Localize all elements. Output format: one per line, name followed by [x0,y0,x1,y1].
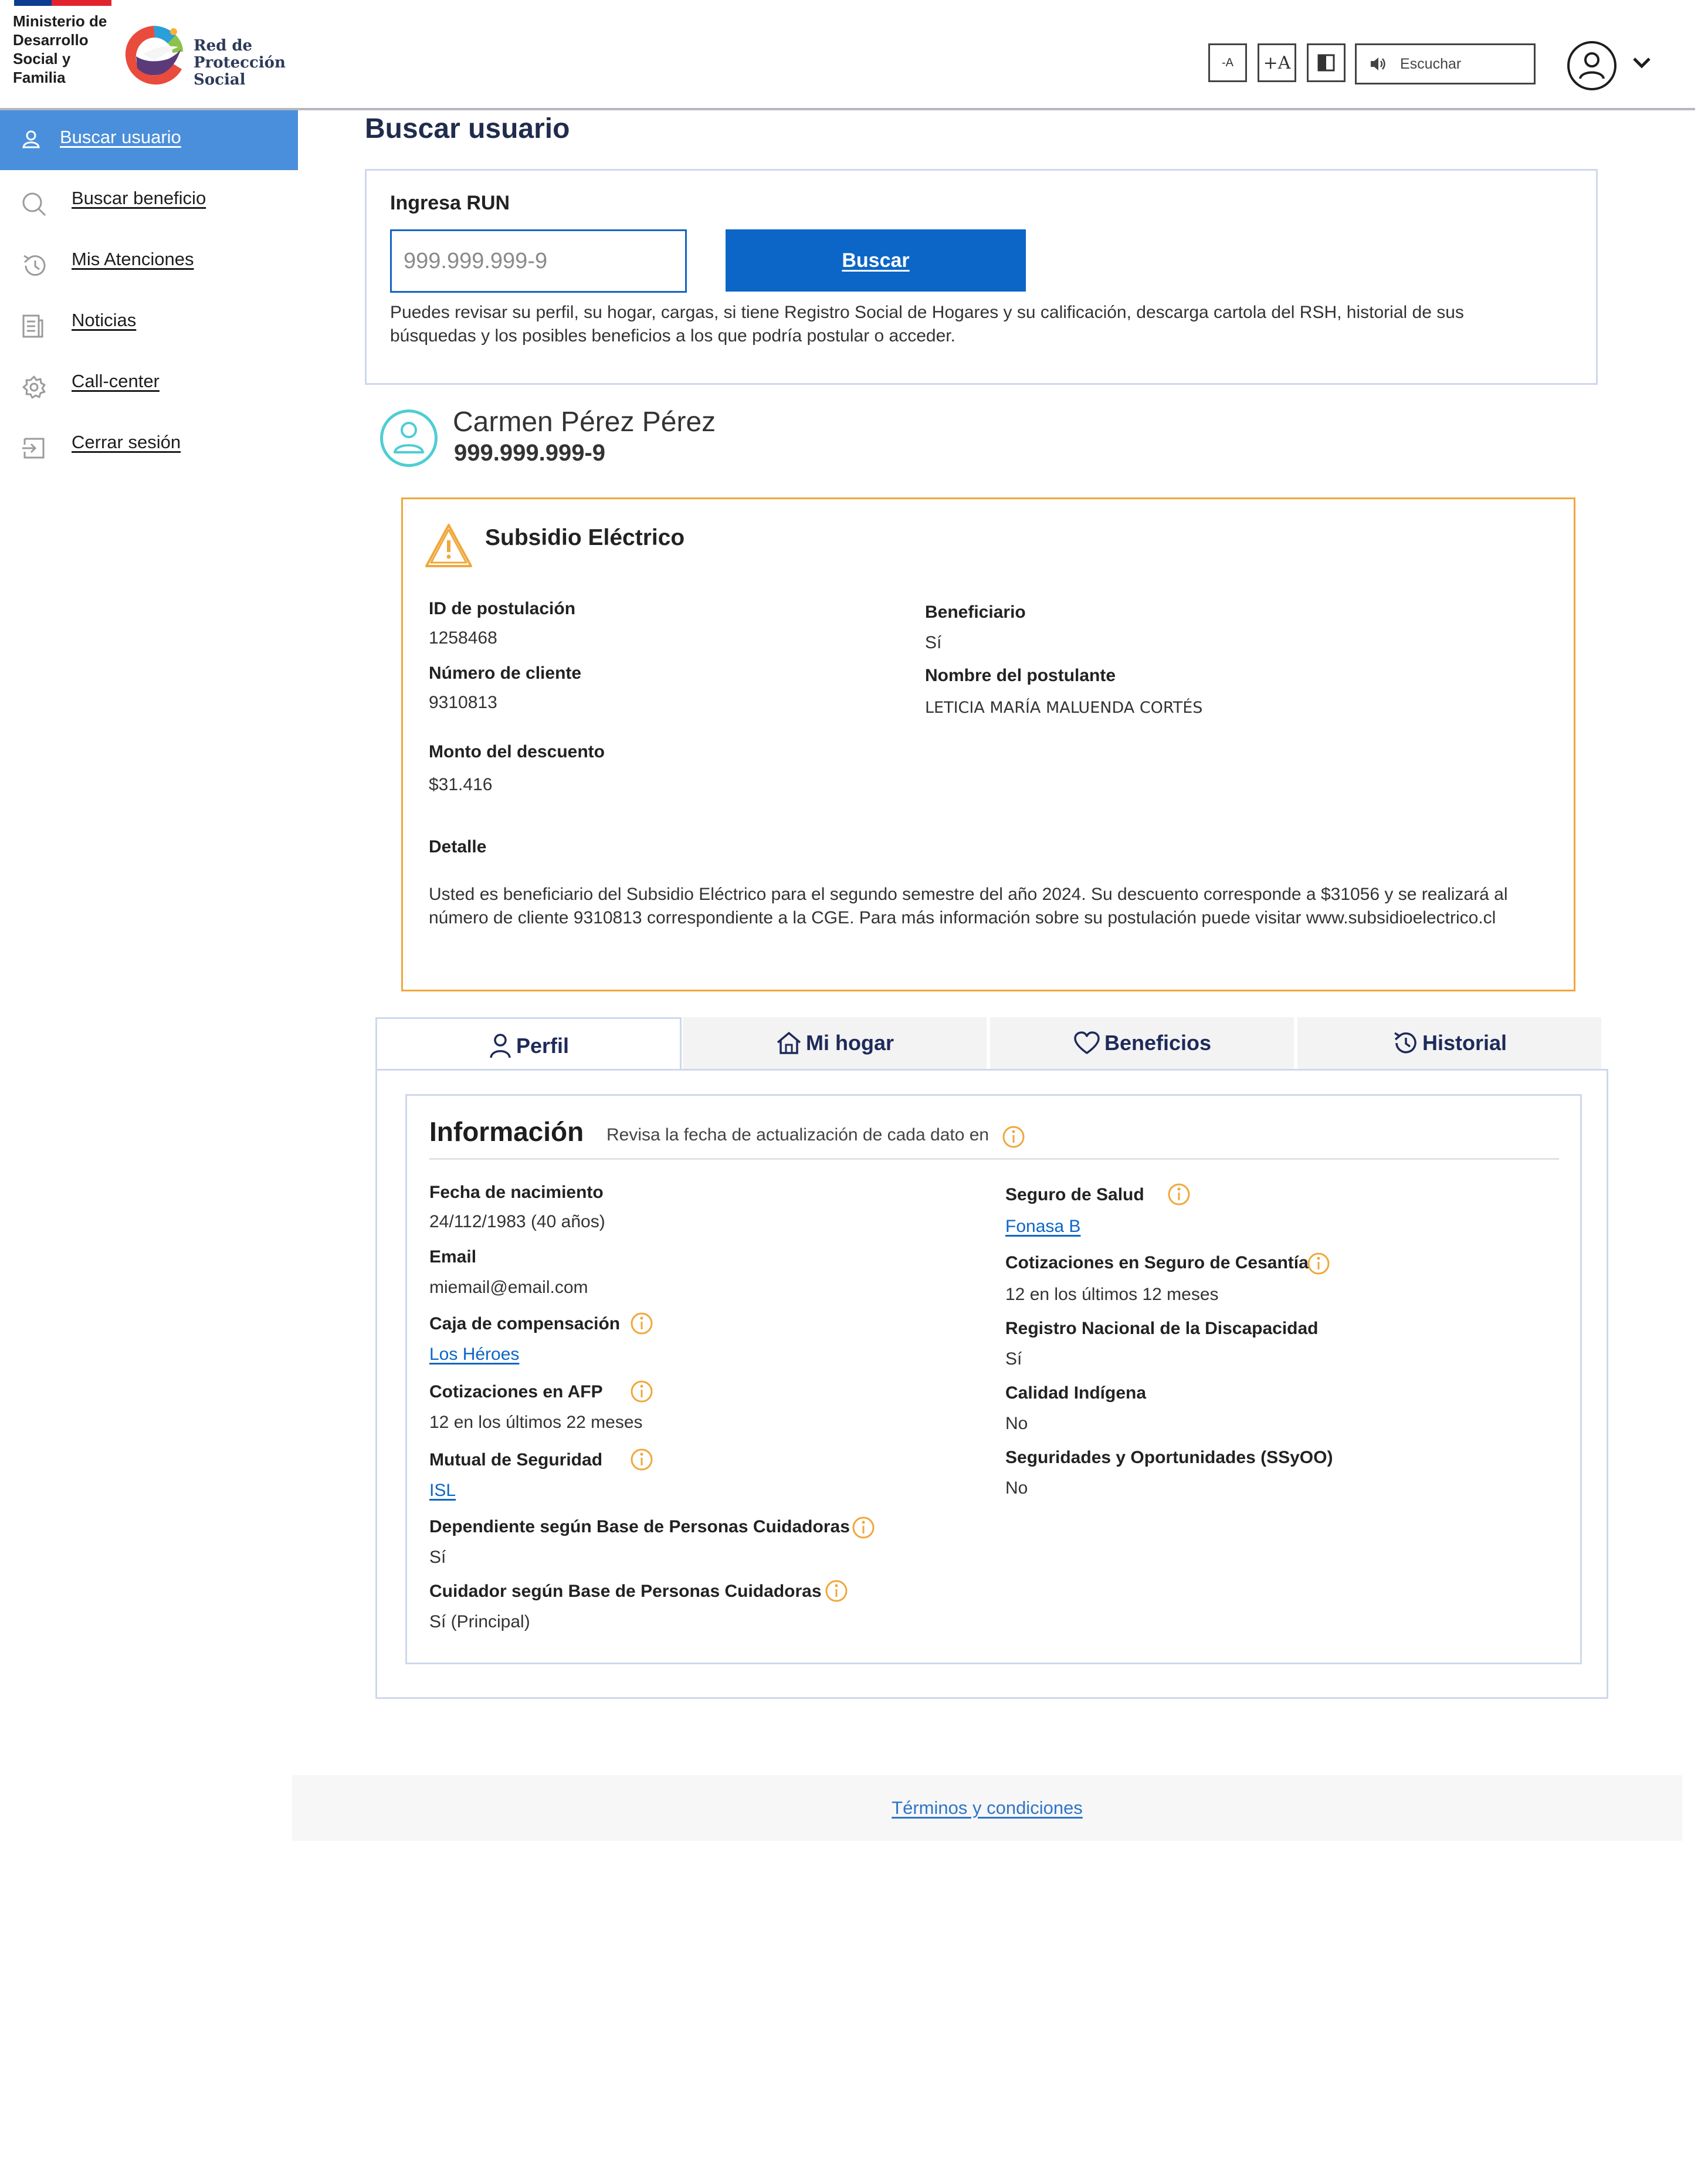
discapacidad-value: Sí [1005,1349,1022,1369]
gov-color-bar [14,0,111,6]
subsidy-title: Subsidio Eléctrico [485,525,685,550]
ssyoo-value: No [1005,1478,1028,1498]
decrease-font-button[interactable]: -A [1208,43,1247,82]
discapacidad-label: Registro Nacional de la Discapacidad [1005,1319,1319,1338]
dependiente-label: Dependiente según Base de Personas Cuidadoras [429,1517,850,1536]
mutual-label: Mutual de Seguridad [429,1450,603,1470]
sidebar-item-label: Mis Atenciones [72,249,194,269]
detail-text: Usted es beneficiario del Subsidio Eléctrico para el segundo semestre del año 2024. Su descuento corresponde a $31056 y se realizará al número de cliente 9310813 correspondiente a la CGE. Para más información sobre su postulación puede visitar www.subsidioelectrico.cl [429,885,1508,927]
caja-link[interactable]: Los Héroes [429,1345,520,1364]
sidebar-item-label: Call-center [72,371,160,391]
applicant-value: LETICIA MARÍA MALUENDA CORTÉS [925,699,1203,717]
sidebar-item-label: Buscar usuario [60,127,181,147]
run-input[interactable] [390,229,687,293]
sidebar-item-noticias[interactable] [0,293,298,354]
tab-panel-perfil [375,1069,1608,1699]
ministry-name: Ministerio de Desarrollo Social y Familia [13,12,107,86]
history-icon [21,252,48,279]
info-card [405,1094,1582,1664]
tab-label: Historial [1422,1031,1507,1055]
user-run: 999.999.999-9 [454,440,606,466]
search-icon [21,191,47,217]
sidebar-item-label: Buscar beneficio [72,188,206,208]
info-icon[interactable] [630,1312,653,1335]
increase-font-button[interactable]: +A [1258,43,1296,82]
amount-value: $31.416 [429,775,493,794]
dependiente-value: Sí [429,1548,446,1567]
cesantia-label: Cotizaciones en Seguro de Cesantía [1005,1253,1309,1272]
contrast-icon [1317,54,1335,72]
subsidy-card [401,497,1575,991]
info-icon[interactable] [630,1448,653,1471]
salud-link[interactable]: Fonasa B [1005,1217,1081,1236]
sidebar-item-cerrar-sesion[interactable] [0,415,298,476]
info-icon[interactable] [630,1380,653,1403]
detail-label: Detalle [429,837,487,856]
mutual-link[interactable]: ISL [429,1481,456,1500]
client-label: Número de cliente [429,663,582,683]
top-header [0,0,1695,110]
sidebar-item-label: Noticias [72,310,137,330]
sidebar-item-call-center[interactable] [0,354,298,415]
email-value: miemail@email.com [429,1278,588,1297]
tab-perfil[interactable] [375,1017,682,1072]
sidebar-item-buscar-beneficio[interactable] [0,171,298,232]
info-icon[interactable] [852,1516,875,1539]
info-divider [429,1158,1559,1160]
history-icon [1392,1030,1419,1057]
gear-icon [21,374,47,400]
email-label: Email [429,1247,477,1267]
tab-label: Beneficios [1104,1031,1212,1055]
amount-label: Monto del descuento [429,742,605,761]
birthdate-value: 24/112/1983 (40 años) [429,1212,605,1231]
info-icon[interactable] [1002,1125,1025,1149]
footer [292,1775,1682,1841]
search-button[interactable]: Buscar [726,229,1026,292]
cesantia-value: 12 en los últimos 12 meses [1005,1285,1219,1304]
user-icon [21,129,41,149]
rps-logo-icon [120,20,189,90]
tab-mi-hogar[interactable] [683,1017,987,1069]
heart-icon [1073,1031,1101,1055]
sidebar-item-label: Cerrar sesión [72,432,181,452]
user-account-icon [1570,43,1614,88]
listen-button[interactable]: Escuchar [1355,43,1536,84]
rps-logo-text: Red de Protección Social [194,37,286,89]
user-avatar-icon [383,412,435,464]
warning-icon [424,523,473,568]
cuidador-label: Cuidador según Base de Personas Cuidadoras [429,1582,822,1601]
salud-label: Seguro de Salud [1005,1185,1144,1204]
home-icon [775,1031,802,1055]
beneficiary-value: Sí [925,633,942,652]
info-icon[interactable] [1167,1183,1191,1206]
news-icon [21,313,45,339]
tab-label: Mi hogar [806,1031,894,1055]
caja-label: Caja de compensación [429,1314,621,1333]
tab-historial[interactable] [1297,1017,1601,1069]
ssyoo-label: Seguridades y Oportunidades (SSyOO) [1005,1448,1333,1467]
search-card [365,169,1598,385]
client-value: 9310813 [429,693,497,712]
info-icon[interactable] [1307,1252,1330,1275]
indigena-value: No [1005,1414,1028,1433]
applicant-label: Nombre del postulante [925,666,1116,685]
tab-label: Perfil [516,1033,570,1058]
speaker-icon [1370,56,1387,72]
id-label: ID de postulación [429,599,576,618]
info-subtitle: Revisa la fecha de actualización de cada dato en [606,1125,989,1145]
run-label: Ingresa RUN [390,192,510,214]
terms-link[interactable]: Términos y condiciones [892,1797,1083,1818]
user-name: Carmen Pérez Pérez [453,407,716,438]
logout-icon [21,435,47,461]
id-value: 1258468 [429,628,497,648]
person-icon [488,1032,513,1059]
chevron-down-icon[interactable] [1632,56,1652,69]
account-avatar[interactable] [1567,41,1616,90]
cuidador-value: Sí (Principal) [429,1612,530,1631]
info-icon[interactable] [825,1579,848,1603]
afp-value: 12 en los últimos 22 meses [429,1413,643,1432]
page-title: Buscar usuario [365,113,570,144]
tab-beneficios[interactable] [990,1017,1294,1069]
sidebar-item-mis-atenciones[interactable] [0,232,298,293]
search-description: Puedes revisar su perfil, su hogar, cargas, si tiene Registro Social de Hogares y su calificación, descarga cartola del RSH, historial de sus búsquedas y los posibles beneficios a los que podría postular o acceder. [390,303,1464,346]
indigena-label: Calidad Indígena [1005,1383,1147,1403]
birthdate-label: Fecha de nacimiento [429,1183,604,1202]
contrast-button[interactable] [1307,43,1346,82]
sidebar-item-buscar-usuario[interactable] [0,110,298,171]
info-title: Información [429,1116,584,1147]
user-avatar [380,409,438,467]
afp-label: Cotizaciones en AFP [429,1382,603,1401]
beneficiary-label: Beneficiario [925,602,1026,622]
